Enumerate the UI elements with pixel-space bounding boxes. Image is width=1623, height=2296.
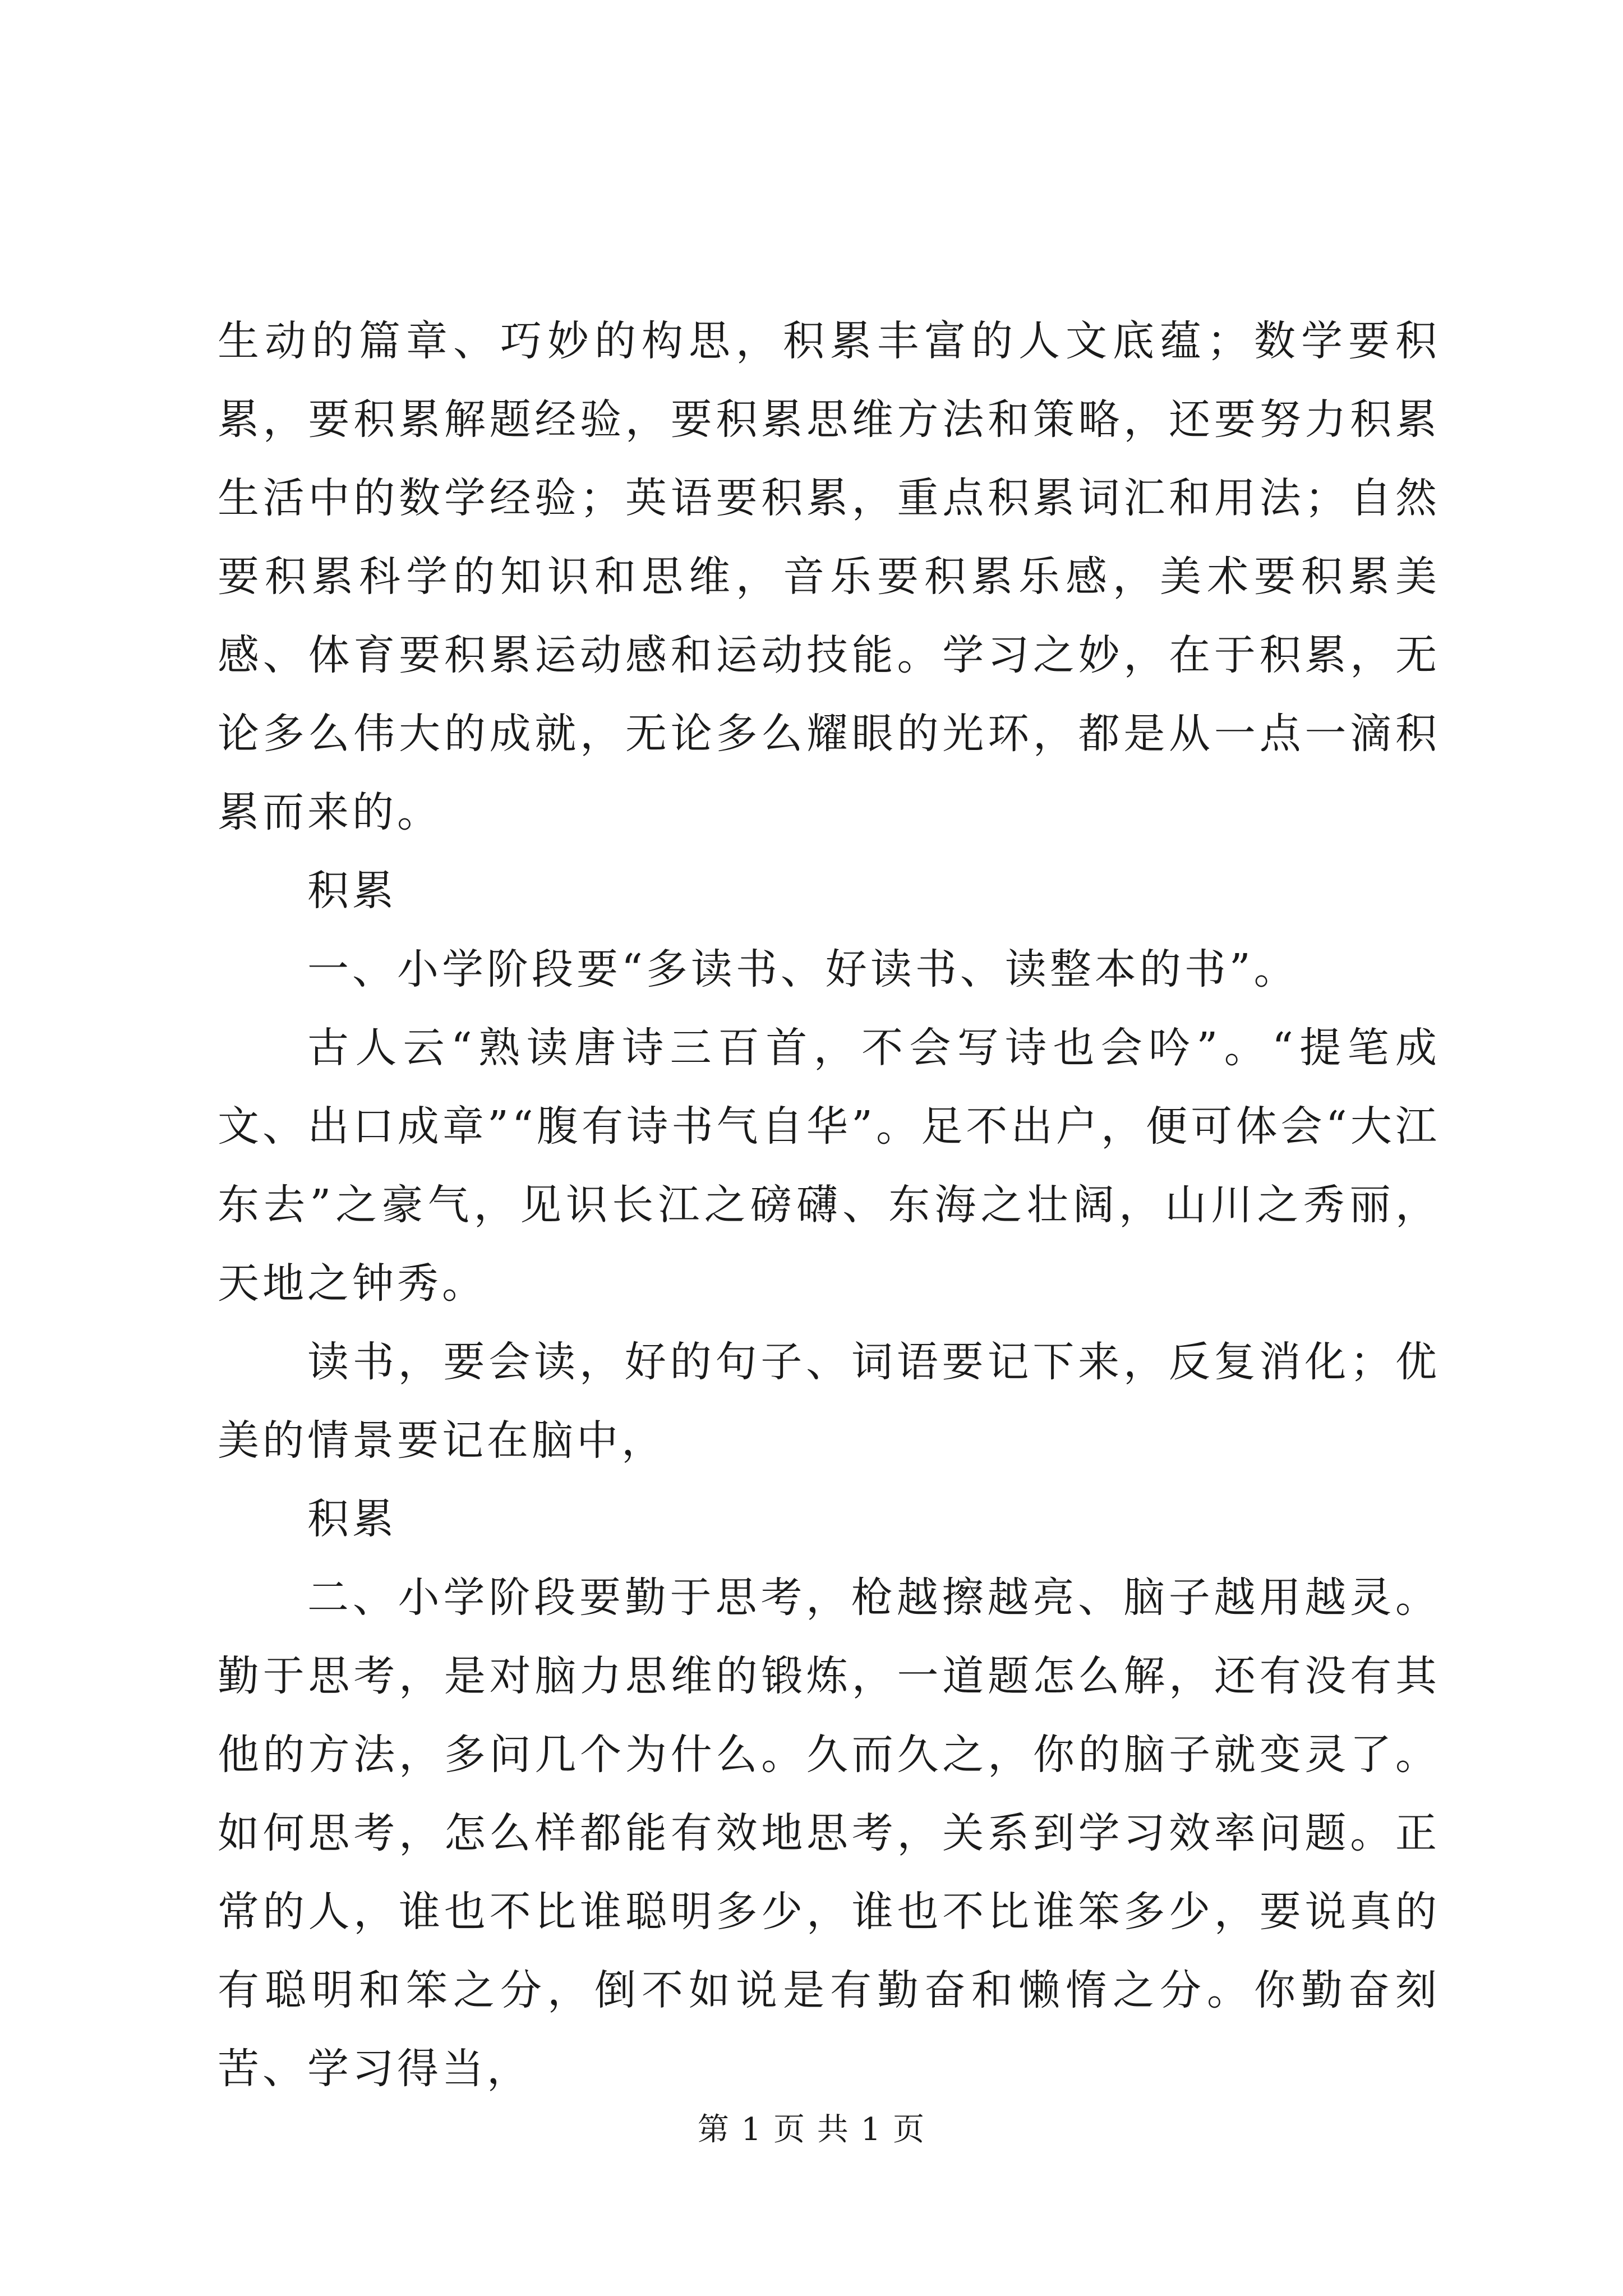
section-heading: 积累 xyxy=(307,1495,397,1543)
section-heading: 积累 xyxy=(307,867,397,915)
paragraph-continuation: 生动的篇章、巧妙的构思，积累丰富的人文底蕴；数学要积累，要积累解题经验，要积累思维方法和策略，还要努力积累生活中的数学经验；英语要积累，重点积累词汇和用法；自然要积累科学的知识和思维，音乐要积累乐感，美术要积累美感、体育要积累运动感和运动技能。学习之妙，在于积累，无论多么伟大的成就，无论多么耀眼的光环，都是从一点一滴积累而来的。 xyxy=(218,317,1440,836)
paragraph-point-one: 一、小学阶段要“多读书、好读书、读整本的书”。 xyxy=(307,945,1299,993)
paragraph-quote: 古人云“熟读唐诗三百首，不会写诗也会吟”。“提笔成文、出口成章”“腹有诗书气自华”。足不出户，便可体会“大江东去”之豪气，见识长江之磅礴、东海之壮阔，山川之秀丽，天地之钟秀。 xyxy=(218,1024,1440,1308)
paragraph-reading: 读书，要会读，好的句子、词语要记下来，反复消化；优美的情景要记在脑中， xyxy=(218,1338,1440,1465)
paragraph-point-two: 二、小学阶段要勤于思考，枪越擦越亮、脑子越用越灵。勤于思考，是对脑力思维的锻炼，一道题怎么解，还有没有其他的方法，多问几个为什么。久而久之，你的脑子就变灵了。如何思考，怎么样都能有效地思考，关系到学习效率问题。正常的人，谁也不比谁聪明多少，谁也不比谁笨多少，要说真的有聪明和笨之分，倒不如说是有勤奋和懒惰之分。你勤奋刻苦、学习得当， xyxy=(218,1573,1440,2093)
page-number-footer: 第 1 页 共 1 页 xyxy=(697,2111,926,2148)
document-body xyxy=(218,302,1440,2108)
